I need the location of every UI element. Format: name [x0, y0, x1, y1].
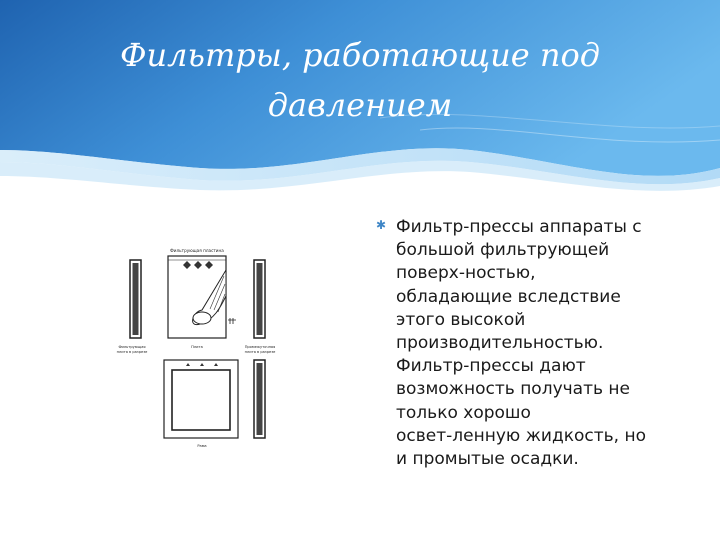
bullet-line: производительностью. — [396, 333, 604, 354]
figure-caption-right-1: Промежуточная — [244, 345, 276, 349]
figure-caption-top: Фильтрующая пластина — [170, 248, 224, 253]
bullet-text — [396, 216, 676, 471]
bullet-line: обладающие вследствие — [396, 286, 621, 307]
figure-caption-mid: Плита — [191, 345, 203, 349]
slide-title-line-2: давлением — [267, 86, 453, 124]
filter-frame — [164, 360, 238, 438]
left-plate-section — [130, 260, 141, 338]
bullet-line: поверх-ностью, — [396, 263, 536, 284]
figure-caption-left-2: плита в разрезе — [116, 350, 148, 354]
bullet-line: возможность получать не — [396, 379, 630, 400]
bullet-line: Фильтр-прессы аппараты с — [396, 217, 642, 237]
bullet-line: освет-ленную жидкость, но — [396, 425, 646, 446]
bullet-line: большой фильтрующей — [396, 240, 610, 261]
filter-press-diagram — [110, 236, 280, 452]
bullet-line: этого высокой — [396, 309, 526, 330]
bullet-line: и промытые осадки. — [396, 449, 579, 470]
figure-caption-left-1: Фильтрующая — [118, 345, 146, 349]
right-frame-section — [254, 360, 265, 438]
slide-title-line-1: Фильтры, работающие под — [119, 36, 601, 74]
slide-title — [60, 30, 660, 130]
bullet-item — [376, 216, 676, 471]
bullet-line: только хорошо — [396, 402, 531, 423]
bullet-line: Фильтр-прессы дают — [396, 356, 586, 377]
asterisk-bullet-icon: ✱ — [376, 218, 387, 232]
figure-caption-bottom: Рама — [197, 444, 207, 448]
figure-caption-right-2: плита в разрезе — [244, 350, 276, 354]
right-plate-section — [254, 260, 265, 338]
filter-plate — [168, 256, 236, 338]
